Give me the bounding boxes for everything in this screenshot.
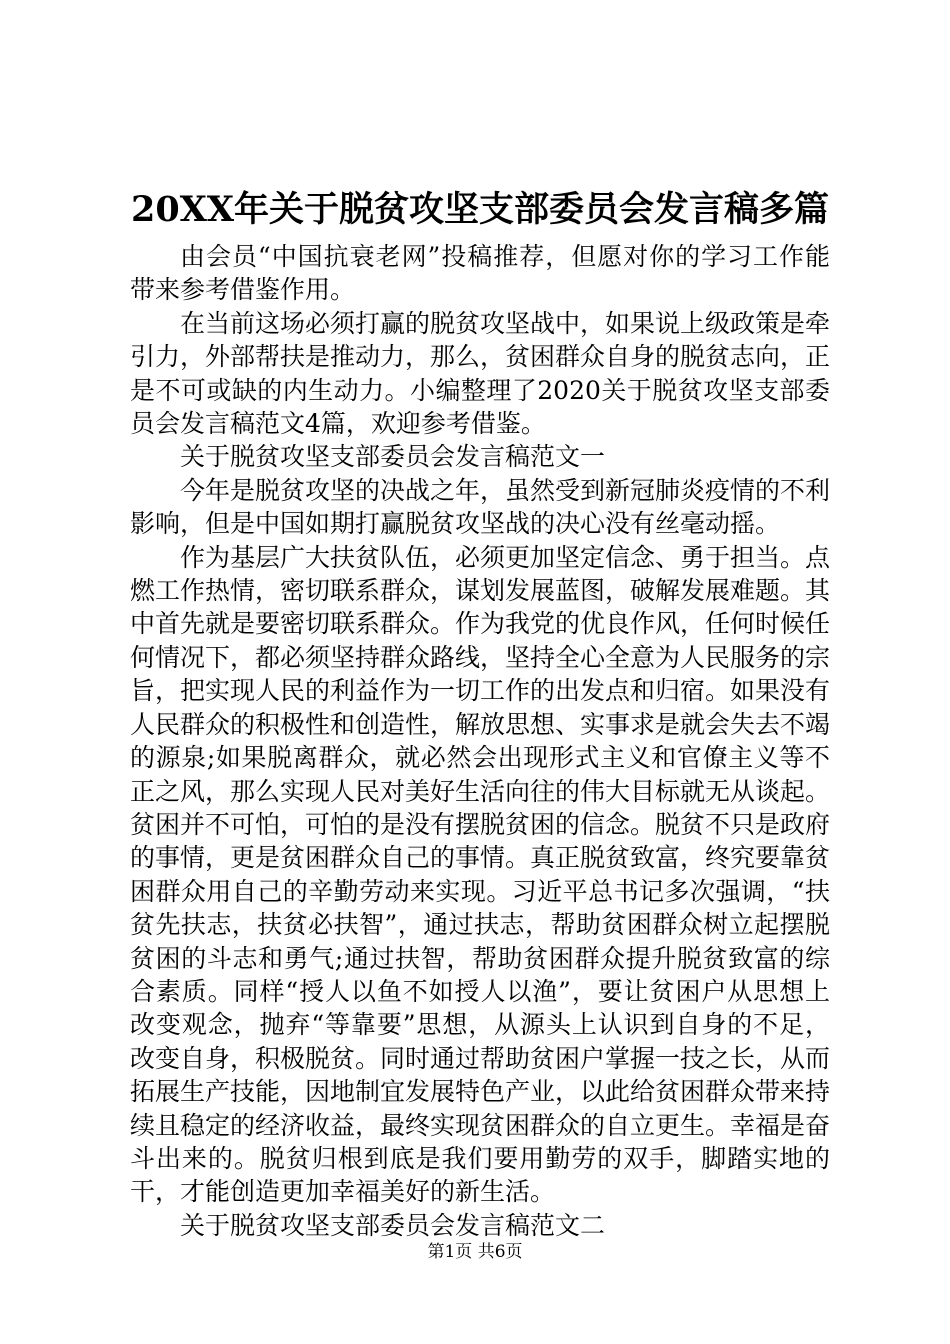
document-title: 20XX年关于脱贫攻坚支部委员会发言稿多篇 (130, 189, 830, 230)
section-heading-one: 关于脱贫攻坚支部委员会发言稿范文一 (180, 442, 606, 472)
paragraph-section-one-1: 今年是脱贫攻坚的决战之年，虽然受到新冠肺炎疫情的不利影响，但是中国如期打赢脱贫攻坚战的决心没有丝毫动摇。 (130, 475, 831, 539)
paragraph-section-one-2: 作为基层广大扶贫队伍，必须更加坚定信念、勇于担当。点燃工作热情，密切联系群众，谋划发展蓝图，破解发展难题。其中首先就是要密切联系群众。作为我党的优良作风，任何时候任何情况下，都必须坚持群众路线，坚持全心全意为人民服务的宗旨，把实现人民的利益作为一切工作的出发点和归宿。如果没有人民群众的积极性和创造性，解放思想、实事求是就会失去不竭的源泉;如果脱离群众，就必然会出现形式主义和官僚主义等不正之风，那么实现人民对美好生活向往的伟大目标就无从谈起。贫困并不可怕，可怕的是没有摆脱贫困的信念。脱贫不只是政府的事情，更是贫困群众自己的事情。真正脱贫致富，终究要靠贫困群众用自己的辛勤劳动来实现。习近平总书记多次强调，“扶贫先扶志，扶贫必扶智”，通过扶志，帮助贫困群众树立起摆脱贫困的斗志和勇气;通过扶智，帮助贫困群众提升脱贫致富的综合素质。同样“授人以鱼不如授人以渔”，要让贫困户从思想上改变观念，抛弃“等靠要”思想，从源头上认识到自身的不足，改变自身，积极脱贫。同时通过帮助贫困户掌握一技之长，从而拓展生产技能，因地制宜发展特色产业，以此给贫困群众带来持续且稳定的经济收益，最终实现贫困群众的自立更生。幸福是奋斗出来的。脱贫归根到底是我们要用勤劳的双手，脚踏实地的干，才能创造更加幸福美好的新生活。 (130, 542, 831, 1207)
paragraph-summary: 在当前这场必须打赢的脱贫攻坚战中，如果说上级政策是牵引力，外部帮扶是推动力，那么，贫困群众自身的脱贫志向，正是不可或缺的内生动力。小编整理了2020关于脱贫攻坚支部委员会发言稿范文4篇，欢迎参考借鉴。 (130, 308, 831, 439)
page-footer: 第1页 共6页 (427, 1242, 523, 1262)
paragraph-intro: 由会员“中国抗衰老网”投稿推荐，但愿对你的学习工作能带来参考借鉴作用。 (130, 242, 830, 305)
document-body (130, 180, 830, 1242)
section-heading-two: 关于脱贫攻坚支部委员会发言稿范文二 (180, 1210, 606, 1240)
